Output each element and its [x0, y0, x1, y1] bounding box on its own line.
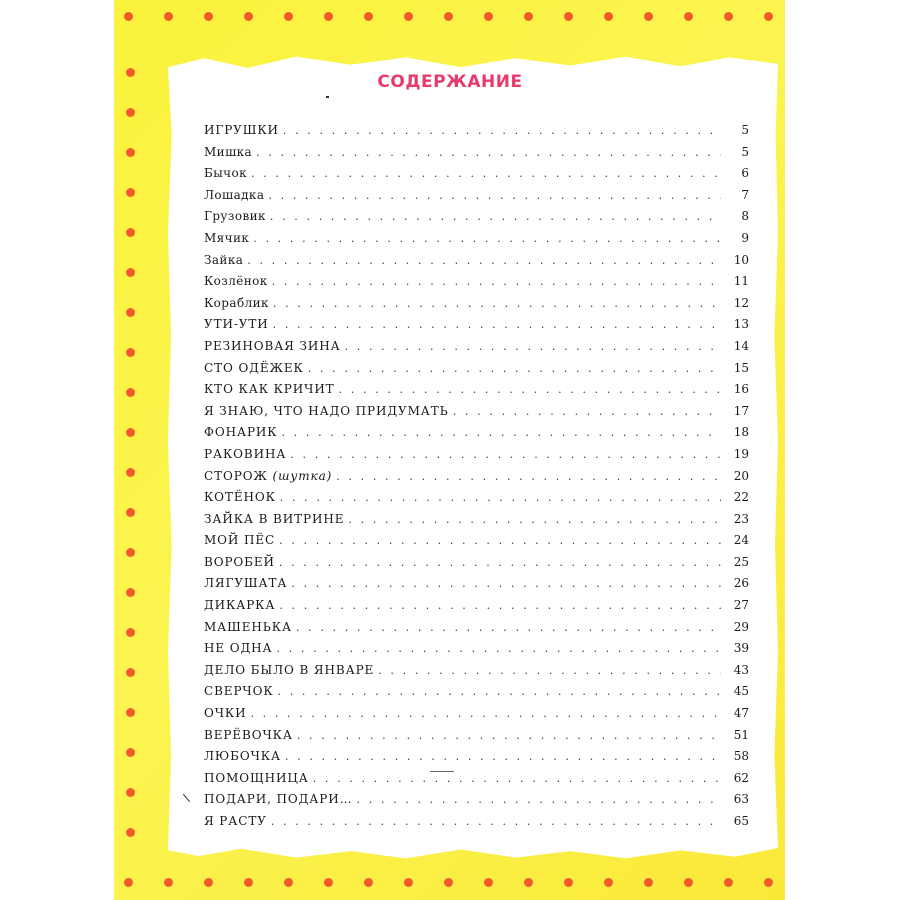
dot-leader	[253, 228, 721, 250]
toc-page-number: 8	[741, 209, 749, 224]
decorative-dot	[644, 12, 653, 21]
decorative-dot	[126, 108, 135, 117]
toc-entry	[204, 358, 749, 380]
decorative-dot	[164, 878, 173, 887]
toc-entry	[204, 617, 749, 639]
decorative-dot	[204, 12, 213, 21]
dot-leader	[297, 725, 721, 747]
toc-entry	[204, 746, 749, 768]
dot-leader	[313, 768, 721, 790]
dot-leader	[251, 163, 721, 185]
toc-entry	[204, 573, 749, 595]
toc-page-number: 5	[741, 123, 749, 137]
toc-entry	[204, 552, 749, 574]
toc-entry-label: ВОРОБЕЙ	[204, 554, 275, 569]
toc-entry-label: ЛЮБОЧКА	[204, 749, 281, 764]
dot-leader	[279, 595, 721, 617]
toc-entry-label: Мишка	[204, 144, 253, 159]
toc-entry-title	[204, 789, 357, 811]
toc-entry-title	[204, 271, 272, 293]
toc-entry-label: Зайка	[204, 252, 244, 267]
decorative-dot	[126, 548, 135, 557]
toc-entry-label: ЛЯГУШАТА	[204, 576, 288, 591]
dot-leader	[283, 120, 721, 142]
toc-entry-label: ДЕЛО БЫЛО В ЯНВАРЕ	[204, 662, 375, 677]
toc-entry	[204, 379, 749, 401]
decorative-dot	[126, 668, 135, 677]
toc-entry-label: КТО КАК КРИЧИТ	[204, 382, 335, 397]
toc-entry-title	[204, 746, 285, 768]
toc-page-number: 63	[733, 792, 749, 807]
toc-entry	[204, 185, 749, 207]
decorative-dot	[244, 12, 253, 21]
toc-entry-title	[204, 681, 278, 703]
decorative-dot	[764, 878, 773, 887]
decorative-dot	[126, 388, 135, 397]
toc-page-number: 11	[733, 274, 749, 289]
toc-entry-label: ДИКАРКА	[204, 598, 276, 613]
toc-entry-title	[204, 228, 253, 250]
toc-entry	[204, 206, 749, 228]
decorative-dot	[244, 878, 253, 887]
dot-leader	[285, 746, 721, 768]
toc-entry-title	[204, 185, 268, 207]
toc-entry-label: УТИ-УТИ	[204, 317, 269, 332]
toc-entry-title	[204, 163, 251, 185]
toc-entry-title	[204, 250, 247, 272]
toc-entry-label: НЕ ОДНА	[204, 641, 273, 656]
toc-entry-label: СТО ОДЁЖЕК	[204, 360, 304, 375]
toc-page-number: 23	[733, 511, 749, 526]
toc-entry-label: СВЕРЧОК	[204, 684, 274, 699]
toc-entry-title	[204, 336, 345, 358]
toc-page-number: 13	[733, 317, 749, 332]
toc-page-number: 14	[733, 338, 749, 353]
dot-leader	[308, 358, 721, 380]
decorative-dot	[644, 878, 653, 887]
decorative-dot	[364, 878, 373, 887]
toc-page-number: 26	[733, 576, 749, 591]
dot-leader	[357, 789, 722, 811]
toc-entry-title	[204, 487, 280, 509]
decorative-dot	[126, 308, 135, 317]
decorative-dot	[126, 468, 135, 477]
toc-entry-title	[204, 422, 281, 444]
dot-leader	[250, 703, 721, 725]
decorative-dot	[684, 878, 693, 887]
toc-entry-label: ПОМОЩНИЦА	[204, 770, 309, 785]
toc-entry-title	[204, 573, 291, 595]
toc-page-number: 39	[733, 641, 749, 656]
toc-entry-label: Бычок	[204, 166, 248, 181]
dot-leader	[256, 142, 721, 164]
decorative-dot	[126, 628, 135, 637]
toc-entry-label: РЕЗИНОВАЯ ЗИНА	[204, 338, 341, 353]
toc-entry-title	[204, 358, 308, 380]
toc-entry	[204, 811, 749, 833]
dot-leader	[280, 487, 721, 509]
toc-page-number: 10	[733, 252, 749, 267]
decorative-dot	[724, 12, 733, 21]
toc-page-number: 7	[741, 187, 749, 202]
toc-entry-title	[204, 660, 378, 682]
decorative-dot	[284, 878, 293, 887]
decorative-dot	[324, 12, 333, 21]
toc-page-number: 58	[733, 749, 749, 764]
decorative-dot	[324, 878, 333, 887]
decorative-dot	[604, 878, 613, 887]
toc-entry-title	[204, 617, 296, 639]
dot-leader	[291, 573, 721, 595]
decorative-dot	[124, 878, 133, 887]
toc-page-number: 22	[733, 490, 749, 505]
decorative-dot	[164, 12, 173, 21]
toc-entry	[204, 228, 749, 250]
toc-entry-title	[204, 293, 273, 315]
decorative-dot	[126, 708, 135, 717]
toc-entry	[204, 725, 749, 747]
dot-leader	[271, 811, 721, 833]
decorative-dot	[404, 878, 413, 887]
toc-entry-title	[204, 530, 279, 552]
toc-entry	[204, 487, 749, 509]
toc-entry	[204, 638, 749, 660]
decorative-dot	[126, 748, 135, 757]
toc-entry-label: Грузовик	[204, 209, 266, 224]
toc-entry-title	[204, 142, 256, 164]
toc-entry-label: МОЙ ПЁС	[204, 533, 276, 548]
decorative-dot	[126, 188, 135, 197]
toc-entry-title	[204, 811, 271, 833]
toc-entry-title	[204, 314, 273, 336]
toc-entry-label: ВЕРЁВОЧКА	[204, 727, 293, 742]
page-title: СОДЕРЖАНИЕ	[377, 72, 523, 92]
toc-page-number: 27	[733, 598, 749, 613]
dot-leader	[339, 379, 721, 401]
decorative-dot	[284, 12, 293, 21]
decorative-dot	[126, 268, 135, 277]
toc-page-number: 9	[741, 230, 749, 245]
toc-page-number: 43	[733, 662, 749, 677]
toc-entry	[204, 660, 749, 682]
toc-entry-label: СТОРОЖ	[204, 468, 268, 483]
toc-page-number: 5	[741, 144, 749, 159]
ink-speck	[326, 96, 329, 98]
toc-entry-title	[204, 552, 279, 574]
toc-page-number: 17	[733, 403, 749, 418]
toc-entry-label: РАКОВИНА	[204, 446, 287, 461]
toc-entry-label: ИГРУШКИ	[204, 123, 279, 137]
dot-leader	[296, 617, 721, 639]
toc-entry-title	[204, 206, 270, 228]
toc-entry-label: МАШЕНЬКА	[204, 619, 292, 634]
dot-leader	[272, 271, 721, 293]
dot-leader	[336, 466, 721, 488]
toc-entry	[204, 509, 749, 531]
dot-leader	[290, 444, 721, 466]
toc-entry	[204, 703, 749, 725]
decorative-dot	[444, 878, 453, 887]
toc-entry-label: ФОНАРИК	[204, 425, 278, 440]
toc-entry	[204, 271, 749, 293]
toc-entry	[204, 681, 749, 703]
decorative-dot	[524, 878, 533, 887]
dot-leader	[279, 530, 721, 552]
toc-entry-title	[204, 466, 336, 488]
decorative-dot	[204, 878, 213, 887]
dot-leader	[277, 638, 722, 660]
ink-speck	[430, 771, 454, 772]
decorative-dot	[404, 12, 413, 21]
decorative-dot	[126, 428, 135, 437]
decorative-dot	[126, 148, 135, 157]
toc-entry-label: Козлёнок	[204, 274, 268, 289]
toc-entry	[204, 466, 749, 488]
toc-entry-title	[204, 401, 453, 423]
toc-entry	[204, 444, 749, 466]
toc-page-number: 20	[733, 468, 749, 483]
toc-entry-label: ОЧКИ	[204, 706, 247, 721]
toc-page-number: 47	[733, 706, 749, 721]
decorative-dot	[764, 12, 773, 21]
toc-page-number: 19	[733, 446, 749, 461]
toc-entry-title	[204, 379, 339, 401]
toc-entry	[204, 314, 749, 336]
dot-leader	[345, 336, 721, 358]
toc-entry	[204, 401, 749, 423]
toc-entry-title	[204, 638, 277, 660]
toc-page-number: 25	[733, 554, 749, 569]
toc-entry	[204, 422, 749, 444]
toc-page-number: 45	[733, 684, 749, 699]
toc-entry-title	[204, 768, 313, 790]
toc-page-number: 15	[733, 360, 749, 375]
decorative-dot	[444, 12, 453, 21]
toc-entry	[204, 250, 749, 272]
toc-page-number: 51	[733, 727, 749, 742]
toc-entry	[204, 595, 749, 617]
toc-entry-label: Я ЗНАЮ, ЧТО НАДО ПРИДУМАТЬ	[204, 403, 449, 418]
toc-entry-label: Кораблик	[204, 295, 269, 310]
decorative-dot	[524, 12, 533, 21]
decorative-dot	[124, 12, 133, 21]
toc-entry-label: ЗАЙКА В ВИТРИНЕ	[204, 511, 345, 526]
toc-page-number: 29	[733, 619, 749, 634]
decorative-dot	[364, 12, 373, 21]
decorative-dot	[564, 878, 573, 887]
dot-leader	[348, 509, 721, 531]
toc-page-number: 62	[733, 770, 749, 785]
dot-leader	[268, 185, 721, 207]
decorative-dot	[126, 788, 135, 797]
toc-page-number: 65	[733, 814, 749, 828]
toc-page-number: 24	[733, 533, 749, 548]
decorative-dot	[126, 228, 135, 237]
dot-leader	[270, 206, 721, 228]
toc-entry	[204, 120, 749, 142]
toc-entry-label: Лошадка	[204, 187, 265, 202]
toc-entry	[204, 336, 749, 358]
decorative-dot	[604, 12, 613, 21]
toc-entry-label: Я РАСТУ	[204, 814, 267, 828]
dot-leader	[453, 401, 721, 423]
decorative-dot	[564, 12, 573, 21]
toc-entry	[204, 530, 749, 552]
toc-page-number: 6	[741, 166, 749, 181]
toc-entry	[204, 789, 749, 811]
decorative-dot	[126, 348, 135, 357]
table-of-contents	[204, 120, 749, 833]
dot-leader	[273, 314, 721, 336]
dot-leader	[279, 552, 721, 574]
toc-entry-title	[204, 444, 290, 466]
toc-page-number: 18	[733, 425, 749, 440]
dot-leader	[273, 293, 721, 315]
toc-entry-label: КОТЁНОК	[204, 490, 276, 505]
decorative-dot	[484, 12, 493, 21]
decorative-dot	[126, 828, 135, 837]
toc-entry-title	[204, 725, 297, 747]
dot-leader	[281, 422, 721, 444]
decorative-dot	[126, 508, 135, 517]
toc-entry-label: ПОДАРИ, ПОДАРИ…	[204, 792, 353, 807]
dot-leader	[247, 250, 721, 272]
toc-entry-note: (шутка)	[272, 468, 333, 483]
toc-entry-label: Мячик	[204, 230, 250, 245]
decorative-dot	[126, 588, 135, 597]
toc-entry	[204, 293, 749, 315]
dot-leader	[378, 660, 721, 682]
toc-entry-title	[204, 703, 250, 725]
toc-page-number: 12	[733, 295, 749, 310]
toc-entry	[204, 768, 749, 790]
toc-entry-title	[204, 120, 283, 142]
decorative-dot	[684, 12, 693, 21]
toc-page-number: 16	[733, 382, 749, 397]
decorative-dot	[484, 878, 493, 887]
toc-entry-title	[204, 595, 279, 617]
toc-entry	[204, 142, 749, 164]
decorative-dot	[724, 878, 733, 887]
dot-leader	[278, 681, 721, 703]
toc-entry-title	[204, 509, 348, 531]
toc-entry	[204, 163, 749, 185]
